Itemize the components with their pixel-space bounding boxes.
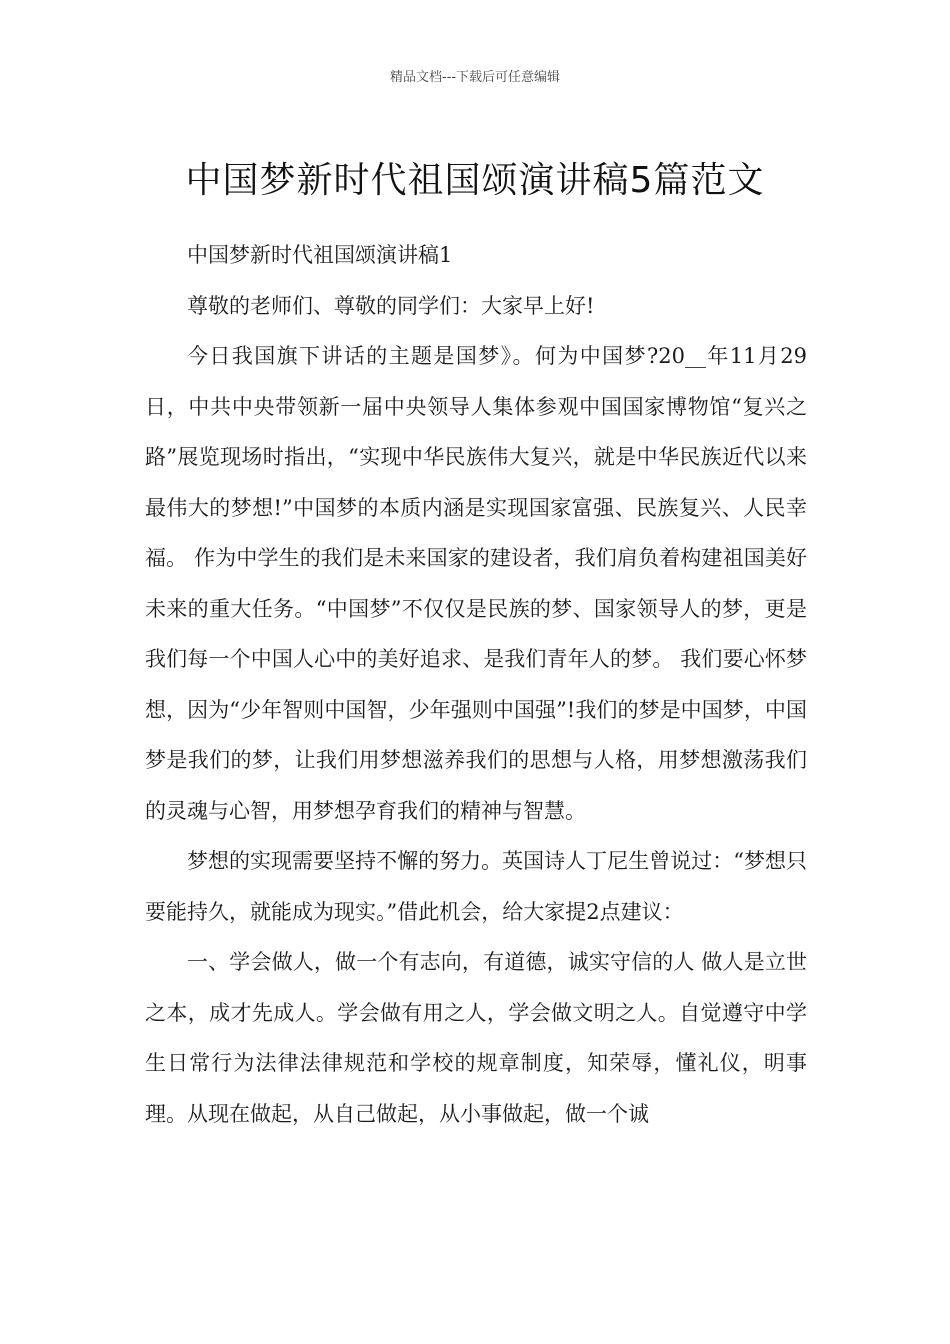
paragraph-subtitle: 中国梦新时代祖国颂演讲稿1 (187, 243, 453, 267)
document-title: 中国梦新时代祖国颂演讲稿5篇范文 (185, 160, 765, 202)
paragraph-greeting: 尊敬的老师们、尊敬的同学们：大家早上好! (187, 293, 595, 318)
paragraph: 一、学会做人，做一个有志向，有道德，诚实守信的人 做人是立世之本，成才先成人。学会做有用之人，学会做文明之人。自觉遵守中学生日常行为法律法律规范和学校的规章制度，知荣辱，懂礼仪，明事理。从现在做起，从自己做起，从小事做起，做一个诚 (145, 950, 807, 1126)
document-body (145, 230, 807, 1139)
header-note: 精品文档---下载后可任意编辑 (389, 70, 561, 85)
paragraph: 梦想的实现需要坚持不懈的努力。英国诗人丁尼生曾说过：“梦想只要能持久，就能成为现实。”借此机会，给大家提2点建议： (145, 849, 807, 924)
paragraph: 今日我国旗下讲话的主题是国梦》。何为中国梦?20__年11月29日，中共中央带领新一届中央领导人集体参观中国国家博物馆“复兴之路”展览现场时指出，“实现中华民族伟大复兴，就是中华民族近代以来最伟大的梦想!”中国梦的本质内涵是实现国家富强、民族复兴、人民幸福。 作为中学生的我们是未来国家的建设者，我们肩负着构建祖国美好未来的重大任务。“中国梦”不仅仅是民族的梦、国家领导人的梦，更是我们每一个中国人心中的美好追求、是我们青年人的梦。 我们要心怀梦想，因为“少年智则中国智，少年强则中国强”!我们的梦是中国梦，中国梦是我们的梦，让我们用梦想滋养我们的思想与人格，用梦想激荡我们的灵魂与心智，用梦想孕育我们的精神与智慧。 (145, 344, 807, 823)
